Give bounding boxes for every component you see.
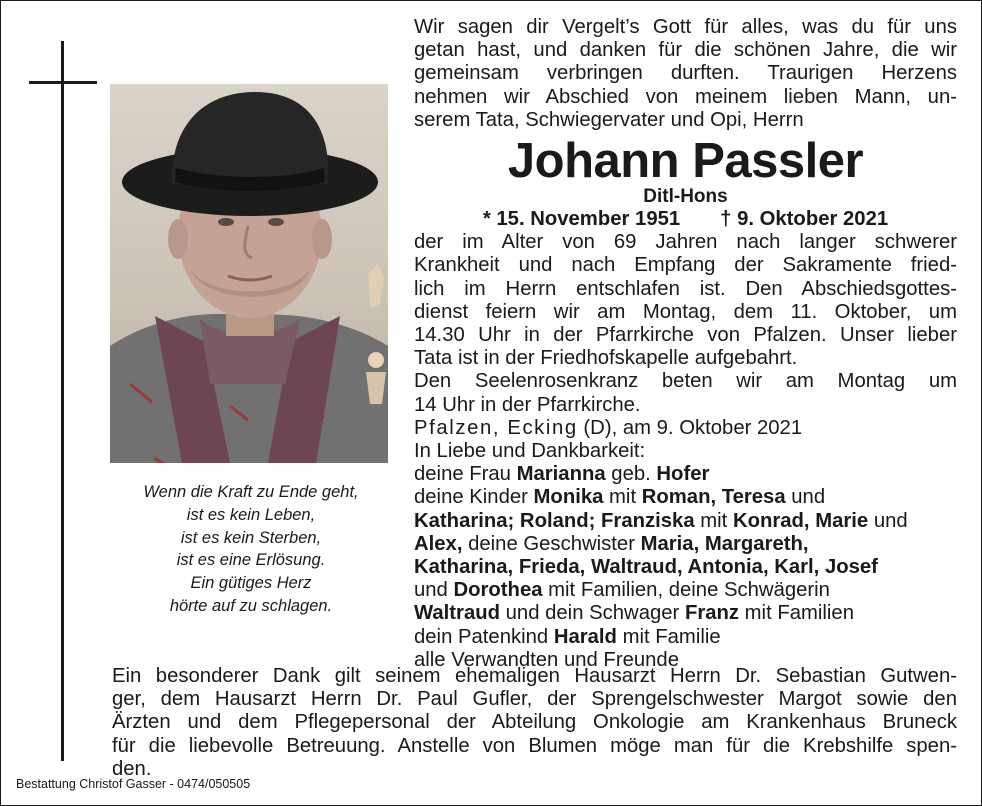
- funeral-home-credit: Bestattung Christof Gasser - 0474/050505: [16, 777, 251, 791]
- intro-line: Wir sagen dir Vergelt’s Gott für alles, was du für uns: [414, 16, 957, 38]
- body-line: lich im Herrn entschlafen ist. Den Abschiedsgottes-: [414, 277, 957, 300]
- thanks-line: Ein besonderer Dank gilt seinem ehemaligen Hausarzt Herrn Dr. Sebastian Gutwen-: [112, 665, 957, 687]
- body-line: dienst feiern wir am Montag, dem 11. Oktober, um: [414, 300, 957, 323]
- portrait-illustration: [110, 84, 388, 463]
- body-line: 14.30 Uhr in der Pfarrkirche von Pfalzen. Unser lieber: [414, 324, 957, 347]
- place-name: Pfalzen, Ecking: [414, 416, 578, 439]
- poem-line: Ein gütiges Herz: [190, 574, 312, 593]
- place-date-line: [414, 417, 957, 440]
- mourner-line: Katharina, Frieda, Waltraud, Antonia, Karl, Josef: [414, 556, 878, 579]
- intro-line: gemeinsam verbringen durften. Traurigen Herzens: [414, 62, 957, 85]
- birth-date: * 15. November 1951: [482, 208, 681, 231]
- notice-text-column: [414, 16, 957, 672]
- intro-line: nehmen wir Abschied von meinem lieben Mann, un-: [414, 85, 957, 108]
- thanks-line: für die liebevolle Betreuung. Anstelle von Blumen möge man für die Krebshilfe spen-: [112, 734, 957, 757]
- deceased-nickname: Ditl-Hons: [643, 186, 728, 208]
- body-line: Krankheit und nach Empfang der Sakramente fried-: [414, 254, 957, 277]
- mourner-line: Katharina; Roland; Franziska mit Konrad, Marie und: [414, 509, 908, 532]
- life-dates: [414, 208, 957, 231]
- intro-line: getan hast, und danken für die schönen Jahre, die wir: [414, 39, 957, 62]
- mourner-line: alle Verwandten und Freunde: [414, 648, 679, 671]
- body-line: 14 Uhr in der Pfarrkirche.: [414, 393, 641, 416]
- cross-vertical-beam: [61, 41, 64, 761]
- portrait-photo: [110, 84, 388, 463]
- deceased-name: Johann Passler: [507, 134, 864, 189]
- poem-line: Wenn die Kraft zu Ende geht,: [143, 483, 359, 501]
- mourner-line: deine Frau Marianna geb. Hofer: [414, 463, 710, 486]
- love-line: In Liebe und Dankbarkeit:: [414, 440, 646, 463]
- poem-line: ist es kein Sterben,: [180, 528, 322, 547]
- mourner-line: Alex, deine Geschwister Maria, Margareth,: [414, 532, 809, 555]
- poem-line: ist es kein Leben,: [186, 505, 316, 524]
- thanks-line: Ärzten und dem Pflegepersonal der Abteilung Onkologie am Krankenhaus Bruneck: [112, 711, 957, 734]
- poem-line: ist es eine Erlösung.: [176, 551, 326, 570]
- body-line: Den Seelenrosenkranz beten wir am Montag um: [414, 370, 957, 393]
- cross-horizontal-beam: [29, 81, 97, 84]
- mourner-line: deine Kinder Monika mit Roman, Teresa und: [414, 486, 826, 509]
- place-date: (D), am 9. Oktober 2021: [577, 416, 803, 439]
- poem-line: hörte auf zu schlagen.: [169, 596, 333, 615]
- mourner-line: dein Patenkind Harald mit Familie: [414, 625, 721, 648]
- body-line: der im Alter von 69 Jahren nach langer schwerer: [414, 231, 957, 254]
- intro-line: serem Tata, Schwiegervater und Opi, Herrn: [414, 108, 804, 131]
- death-date: † 9. Oktober 2021: [720, 208, 889, 231]
- thanks-line: ger, dem Hausarzt Herrn Dr. Paul Gufler, der Sprengelschwester Margot sowie den: [112, 688, 957, 711]
- mourner-line: Waltraud und dein Schwager Franz mit Familien: [414, 602, 854, 625]
- thanks-line: den.: [112, 757, 152, 780]
- memorial-poem: [101, 481, 401, 618]
- body-line: Tata ist in der Friedhofskapelle aufgebahrt.: [414, 347, 798, 370]
- thanks-paragraph: [112, 665, 957, 781]
- mourner-line: und Dorothea mit Familien, deine Schwägerin: [414, 579, 830, 602]
